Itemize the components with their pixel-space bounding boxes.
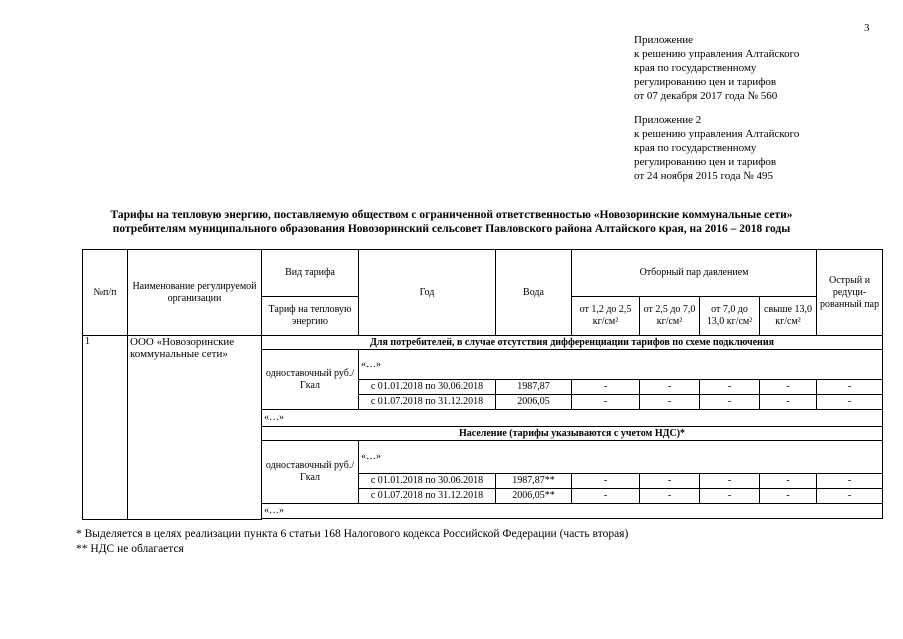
cell-p3: - [700,474,760,489]
section-2-ellipsis-top: «…» [359,441,883,474]
cell-p1: - [572,489,640,504]
cell-water: 1987,87** [496,474,572,489]
cell-period: с 01.07.2018 по 31.12.2018 [359,489,496,504]
header-pressure-3: от 7,0 до 13,0 кг/см² [700,297,760,336]
title-line-1: Тарифы на тепловую энергию, поставляемую обществом с ограниченной ответственностью «Новозоринские коммунальные сети» [110,209,793,221]
cell-p4: - [760,489,817,504]
cell-period: с 01.01.2018 по 30.06.2018 [359,474,496,489]
appendix-line: края по государственному [634,142,757,154]
cell-p1: - [572,474,640,489]
cell-water: 2006,05 [496,395,572,410]
cell-p3: - [700,395,760,410]
appendix-line: регулированию цен и тарифов [634,156,777,168]
cell-water: 1987,87 [496,380,572,395]
header-tariff-type: Вид тарифа [262,250,359,297]
row-number: 1 [83,336,128,520]
section-2-ellipsis-bottom: «…» [262,504,883,519]
cell-p2: - [640,380,700,395]
cell-sharp: - [817,395,883,410]
appendix-block-1 [634,33,799,103]
tariff-table [82,249,883,520]
cell-p4: - [760,395,817,410]
section-1-tariff: одноставочный руб./Гкал [262,350,359,410]
appendix-line: регулированию цен и тарифов [634,76,777,88]
appendix-line: от 24 ноября 2015 года № 495 [634,170,773,182]
document-title [0,208,903,236]
title-line-2: потребителям муниципального образования Новозоринский сельсовет Павловского района Алтайского края, на 2016 – 2018 годы [112,223,791,235]
section-1-ellipsis-top: «…» [359,350,883,380]
cell-p3: - [700,489,760,504]
appendix-block-2 [634,113,799,183]
footnote-2: ** НДС не облагается [76,543,184,555]
section-2-tariff: одноставочный руб./Гкал [262,441,359,504]
header-num: №п/п [83,250,128,336]
section-1-title: Для потребителей, в случае отсутствия дифференциации тарифов по схеме подключения [262,336,883,350]
cell-sharp: - [817,474,883,489]
page-number: 3 [864,22,870,34]
header-pressure-2: от 2,5 до 7,0 кг/см² [640,297,700,336]
cell-period: с 01.07.2018 по 31.12.2018 [359,395,496,410]
header-org: Наименование регулируемой организации [128,250,262,336]
cell-sharp: - [817,380,883,395]
cell-p3: - [700,380,760,395]
organization-name: ООО «Новозоринские коммунальные сети» [128,336,262,520]
header-sharp-steam: Острый и редуци-рованный пар [817,250,883,336]
cell-water: 2006,05** [496,489,572,504]
header-water: Вода [496,250,572,336]
appendix-line: края по государственному [634,62,757,74]
appendix-line: к решению управления Алтайского [634,48,800,60]
cell-sharp: - [817,489,883,504]
header-pressure-4: свыше 13,0 кг/см² [760,297,817,336]
cell-p2: - [640,395,700,410]
header-year: Год [359,250,496,336]
cell-p1: - [572,395,640,410]
appendix-line: Приложение 2 [634,114,702,126]
cell-period: с 01.01.2018 по 30.06.2018 [359,380,496,395]
cell-p1: - [572,380,640,395]
cell-p4: - [760,474,817,489]
section-1-ellipsis-bottom: «…» [262,410,883,427]
cell-p2: - [640,474,700,489]
header-pressure-1: от 1,2 до 2,5 кг/см² [572,297,640,336]
appendix-line: к решению управления Алтайского [634,128,800,140]
header-steam: Отборный пар давлением [572,250,817,297]
header-tariff-sub: Тариф на тепловую энергию [262,297,359,336]
cell-p4: - [760,380,817,395]
section-2-title: Население (тарифы указываются с учетом НДС)* [262,427,883,441]
appendix-line: Приложение [634,34,694,46]
footnote-1: * Выделяется в целях реализации пункта 6 статьи 168 Налогового кодекса Российской Федерации (часть вторая) [76,528,629,540]
appendix-line: от 07 декабря 2017 года № 560 [634,90,778,102]
cell-p2: - [640,489,700,504]
